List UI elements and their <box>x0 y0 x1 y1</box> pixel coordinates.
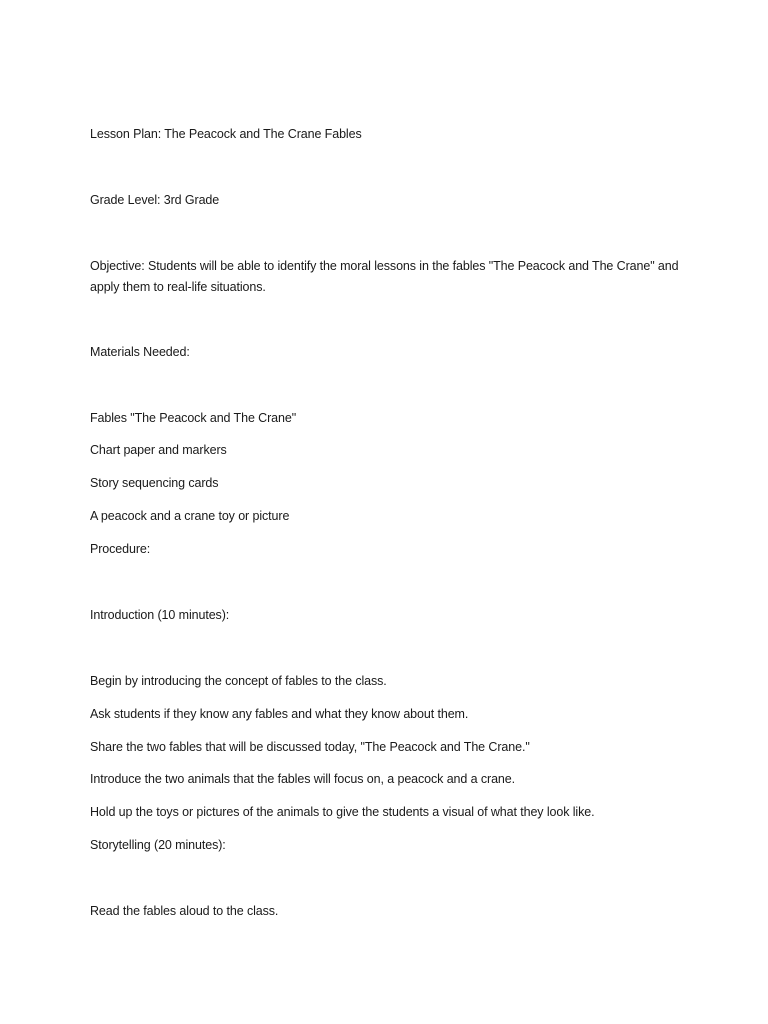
material-item: Chart paper and markers <box>90 443 227 457</box>
procedure-heading: Procedure: <box>90 542 151 556</box>
objective-paragraph: Objective: Students will be able to identify the moral lessons in the fables "The Peacock and The Crane" and apply them to real-life situations. <box>90 259 679 294</box>
material-item: Fables "The Peacock and The Crane" <box>90 411 297 425</box>
introduction-step: Hold up the toys or pictures of the animals to give the students a visual of what they look like. <box>90 805 595 819</box>
introduction-heading: Introduction (10 minutes): <box>90 608 230 622</box>
document-title: Lesson Plan: The Peacock and The Crane Fables <box>90 127 362 141</box>
storytelling-step: Read the fables aloud to the class. <box>90 904 279 918</box>
introduction-step: Introduce the two animals that the fables will focus on, a peacock and a crane. <box>90 772 515 786</box>
grade-level: Grade Level: 3rd Grade <box>90 193 220 207</box>
storytelling-heading: Storytelling (20 minutes): <box>90 838 226 852</box>
introduction-step: Ask students if they know any fables and what they know about them. <box>90 707 469 721</box>
introduction-step: Share the two fables that will be discussed today, "The Peacock and The Crane." <box>90 740 530 754</box>
material-item: Story sequencing cards <box>90 476 219 490</box>
introduction-step: Begin by introducing the concept of fables to the class. <box>90 674 387 688</box>
materials-heading: Materials Needed: <box>90 345 190 359</box>
material-item: A peacock and a crane toy or picture <box>90 509 290 523</box>
